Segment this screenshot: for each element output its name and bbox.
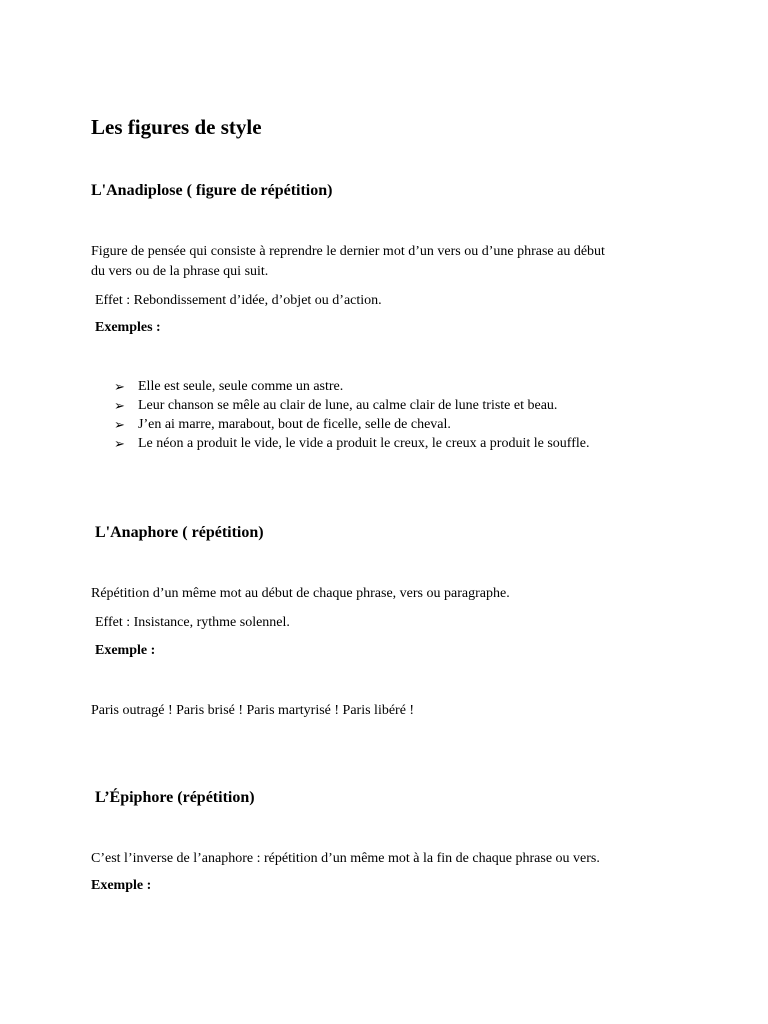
definition-epiphore: C’est l’inverse de l’anaphore : répétition d’un même mot à la fin de chaque phrase ou vers. xyxy=(91,851,600,866)
list-item xyxy=(114,396,589,415)
list-item xyxy=(114,434,589,453)
example-label-anaphore: Exemple : xyxy=(95,643,156,658)
section-heading-anaphore: L'Anaphore ( répétition) xyxy=(95,524,264,541)
list-item xyxy=(114,377,589,396)
example-text: Le néon a produit le vide, le vide a produit le creux, le creux a produit le souffle. xyxy=(138,436,590,451)
section-heading-anadiplose: L'Anadiplose ( figure de répétition) xyxy=(91,182,333,199)
list-item xyxy=(114,415,589,434)
effect-anadiplose: Effet : Rebondissement d’idée, d’objet ou d’action. xyxy=(95,293,382,308)
definition-anadiplose-line1: Figure de pensée qui consiste à reprendre le dernier mot d’un vers ou d’une phrase au début xyxy=(91,244,605,259)
example-anaphore: Paris outragé ! Paris brisé ! Paris martyrisé ! Paris libéré ! xyxy=(91,703,415,718)
arrow-bullet-icon: ➢ xyxy=(114,379,125,394)
example-text: Leur chanson se mêle au clair de lune, au calme clair de lune triste et beau. xyxy=(138,398,558,413)
example-text: Elle est seule, seule comme un astre. xyxy=(138,379,344,394)
definition-anadiplose-line2: du vers ou de la phrase qui suit. xyxy=(91,264,269,279)
example-label-epiphore: Exemple : xyxy=(91,878,152,893)
definition-anaphore: Répétition d’un même mot au début de chaque phrase, vers ou paragraphe. xyxy=(91,586,510,601)
arrow-bullet-icon: ➢ xyxy=(114,398,125,413)
section-heading-epiphore: L’Épiphore (répétition) xyxy=(95,789,255,806)
examples-list-anadiplose xyxy=(114,377,589,453)
arrow-bullet-icon: ➢ xyxy=(114,436,125,451)
example-text: J’en ai marre, marabout, bout de ficelle, selle de cheval. xyxy=(138,417,451,432)
arrow-bullet-icon: ➢ xyxy=(114,417,125,432)
effect-anaphore: Effet : Insistance, rythme solennel. xyxy=(95,615,290,630)
examples-label-anadiplose: Exemples : xyxy=(95,320,161,335)
document-title: Les figures de style xyxy=(91,115,262,139)
